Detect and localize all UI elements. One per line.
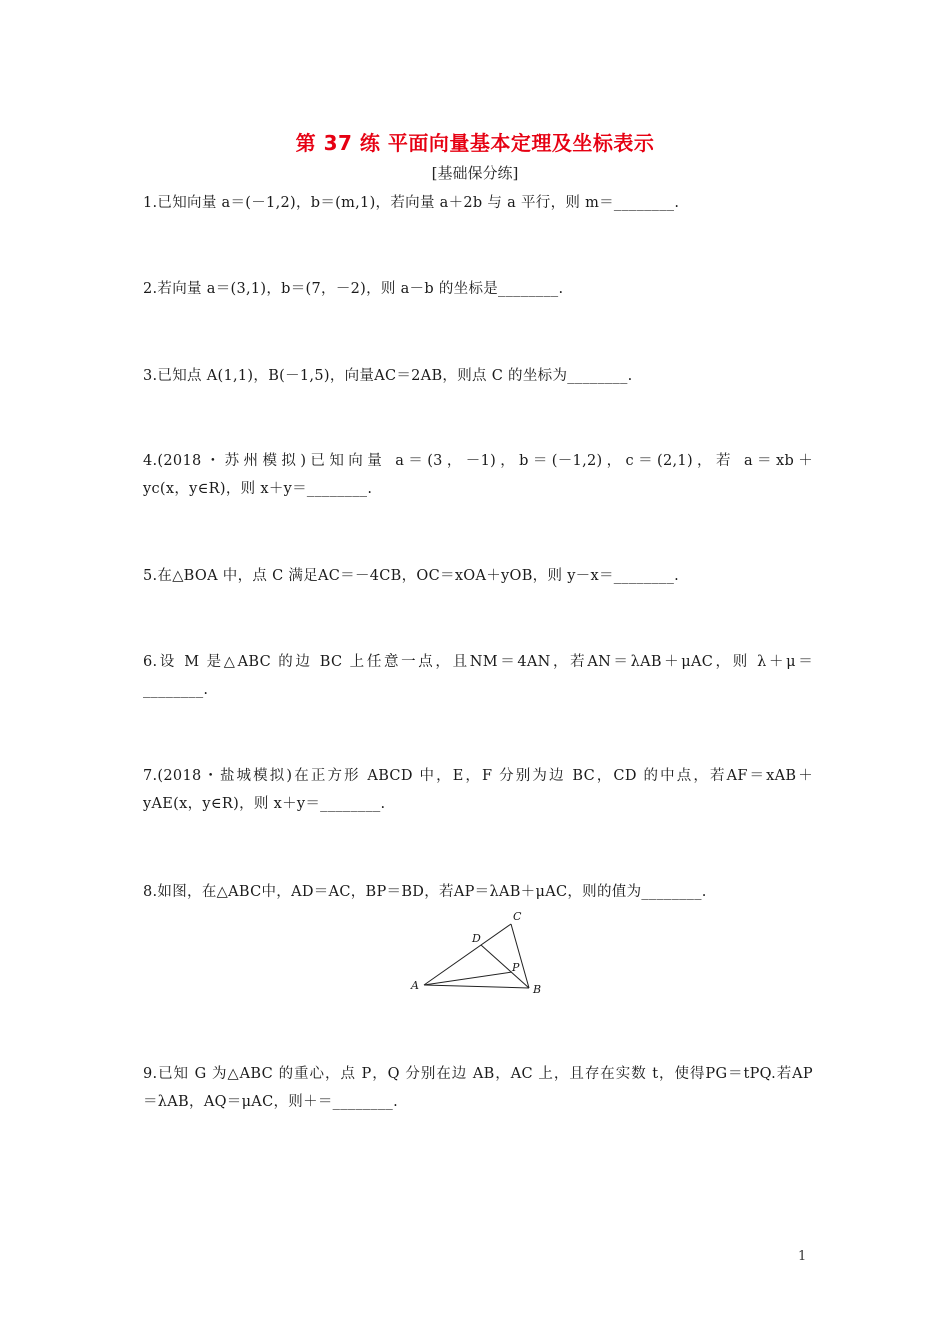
segment-ab bbox=[424, 985, 529, 988]
segment-bd bbox=[481, 945, 529, 988]
page-number: 1 bbox=[798, 1249, 807, 1264]
question-line: 3.已知点 A(1,1)，B(－1,5)，向量AC＝2AB，则点 C 的坐标为________. bbox=[143, 368, 633, 384]
triangle-figure bbox=[405, 908, 555, 998]
question-line: ＝λAB，AQ＝μAC，则＋＝________. bbox=[143, 1094, 398, 1110]
question-line: 7.(2018・盐城模拟)在正方形 ABCD 中，E，F 分别为边 BC，CD 的中点，若AF＝xAB＋ bbox=[143, 768, 813, 784]
label-d: D bbox=[472, 932, 481, 945]
question-line: 4.(2018・苏州模拟)已知向量 a＝(3，－1)，b＝(－1,2)，c＝(2,1)，若 a＝xb＋ bbox=[143, 453, 813, 469]
label-p: P bbox=[512, 961, 520, 974]
label-b: B bbox=[533, 983, 542, 996]
question-1 bbox=[143, 189, 813, 217]
label-c: C bbox=[513, 910, 522, 923]
question-5 bbox=[143, 562, 813, 590]
question-4 bbox=[143, 447, 813, 503]
question-line: yc(x，y∈R)，则 x＋y＝________. bbox=[143, 481, 373, 497]
question-7 bbox=[143, 762, 813, 818]
question-6 bbox=[143, 648, 813, 704]
page-title: 第 37 练 平面向量基本定理及坐标表示 bbox=[295, 131, 655, 155]
section-subtitle: [基础保分练] bbox=[431, 164, 519, 182]
question-line: 2.若向量 a＝(3,1)，b＝(7，－2)，则 a－b 的坐标是________. bbox=[143, 281, 564, 297]
question-line: yAE(x，y∈R)，则 x＋y＝________. bbox=[143, 796, 386, 812]
question-line: 5.在△BOA 中，点 C 满足AC＝－4CB，OC＝xOA＋yOB，则 y－x＝________. bbox=[143, 568, 680, 584]
label-a: A bbox=[411, 979, 419, 992]
segment-bc bbox=[511, 924, 529, 988]
question-9 bbox=[143, 1060, 813, 1116]
segment-ca bbox=[424, 924, 511, 985]
question-2 bbox=[143, 275, 813, 303]
segment-ap bbox=[424, 972, 512, 985]
question-3 bbox=[143, 362, 813, 390]
question-line: 8.如图，在△ABC中，AD＝AC，BP＝BD，若AP＝λAB＋μAC，则的值为________. bbox=[143, 884, 707, 900]
question-line: ________. bbox=[143, 682, 209, 698]
question-line: 6.设 M 是△ABC 的边 BC 上任意一点，且NM＝4AN，若AN＝λAB＋μAC，则 λ＋μ＝ bbox=[143, 654, 813, 670]
question-line: 9.已知 G 为△ABC 的重心，点 P，Q 分别在边 AB，AC 上，且存在实数 t，使得PG＝tPQ.若AP bbox=[143, 1066, 813, 1082]
question-8 bbox=[143, 878, 813, 906]
question-line: 1.已知向量 a＝(－1,2)，b＝(m,1)，若向量 a＋2b 与 a 平行，则 m＝________. bbox=[143, 195, 680, 211]
